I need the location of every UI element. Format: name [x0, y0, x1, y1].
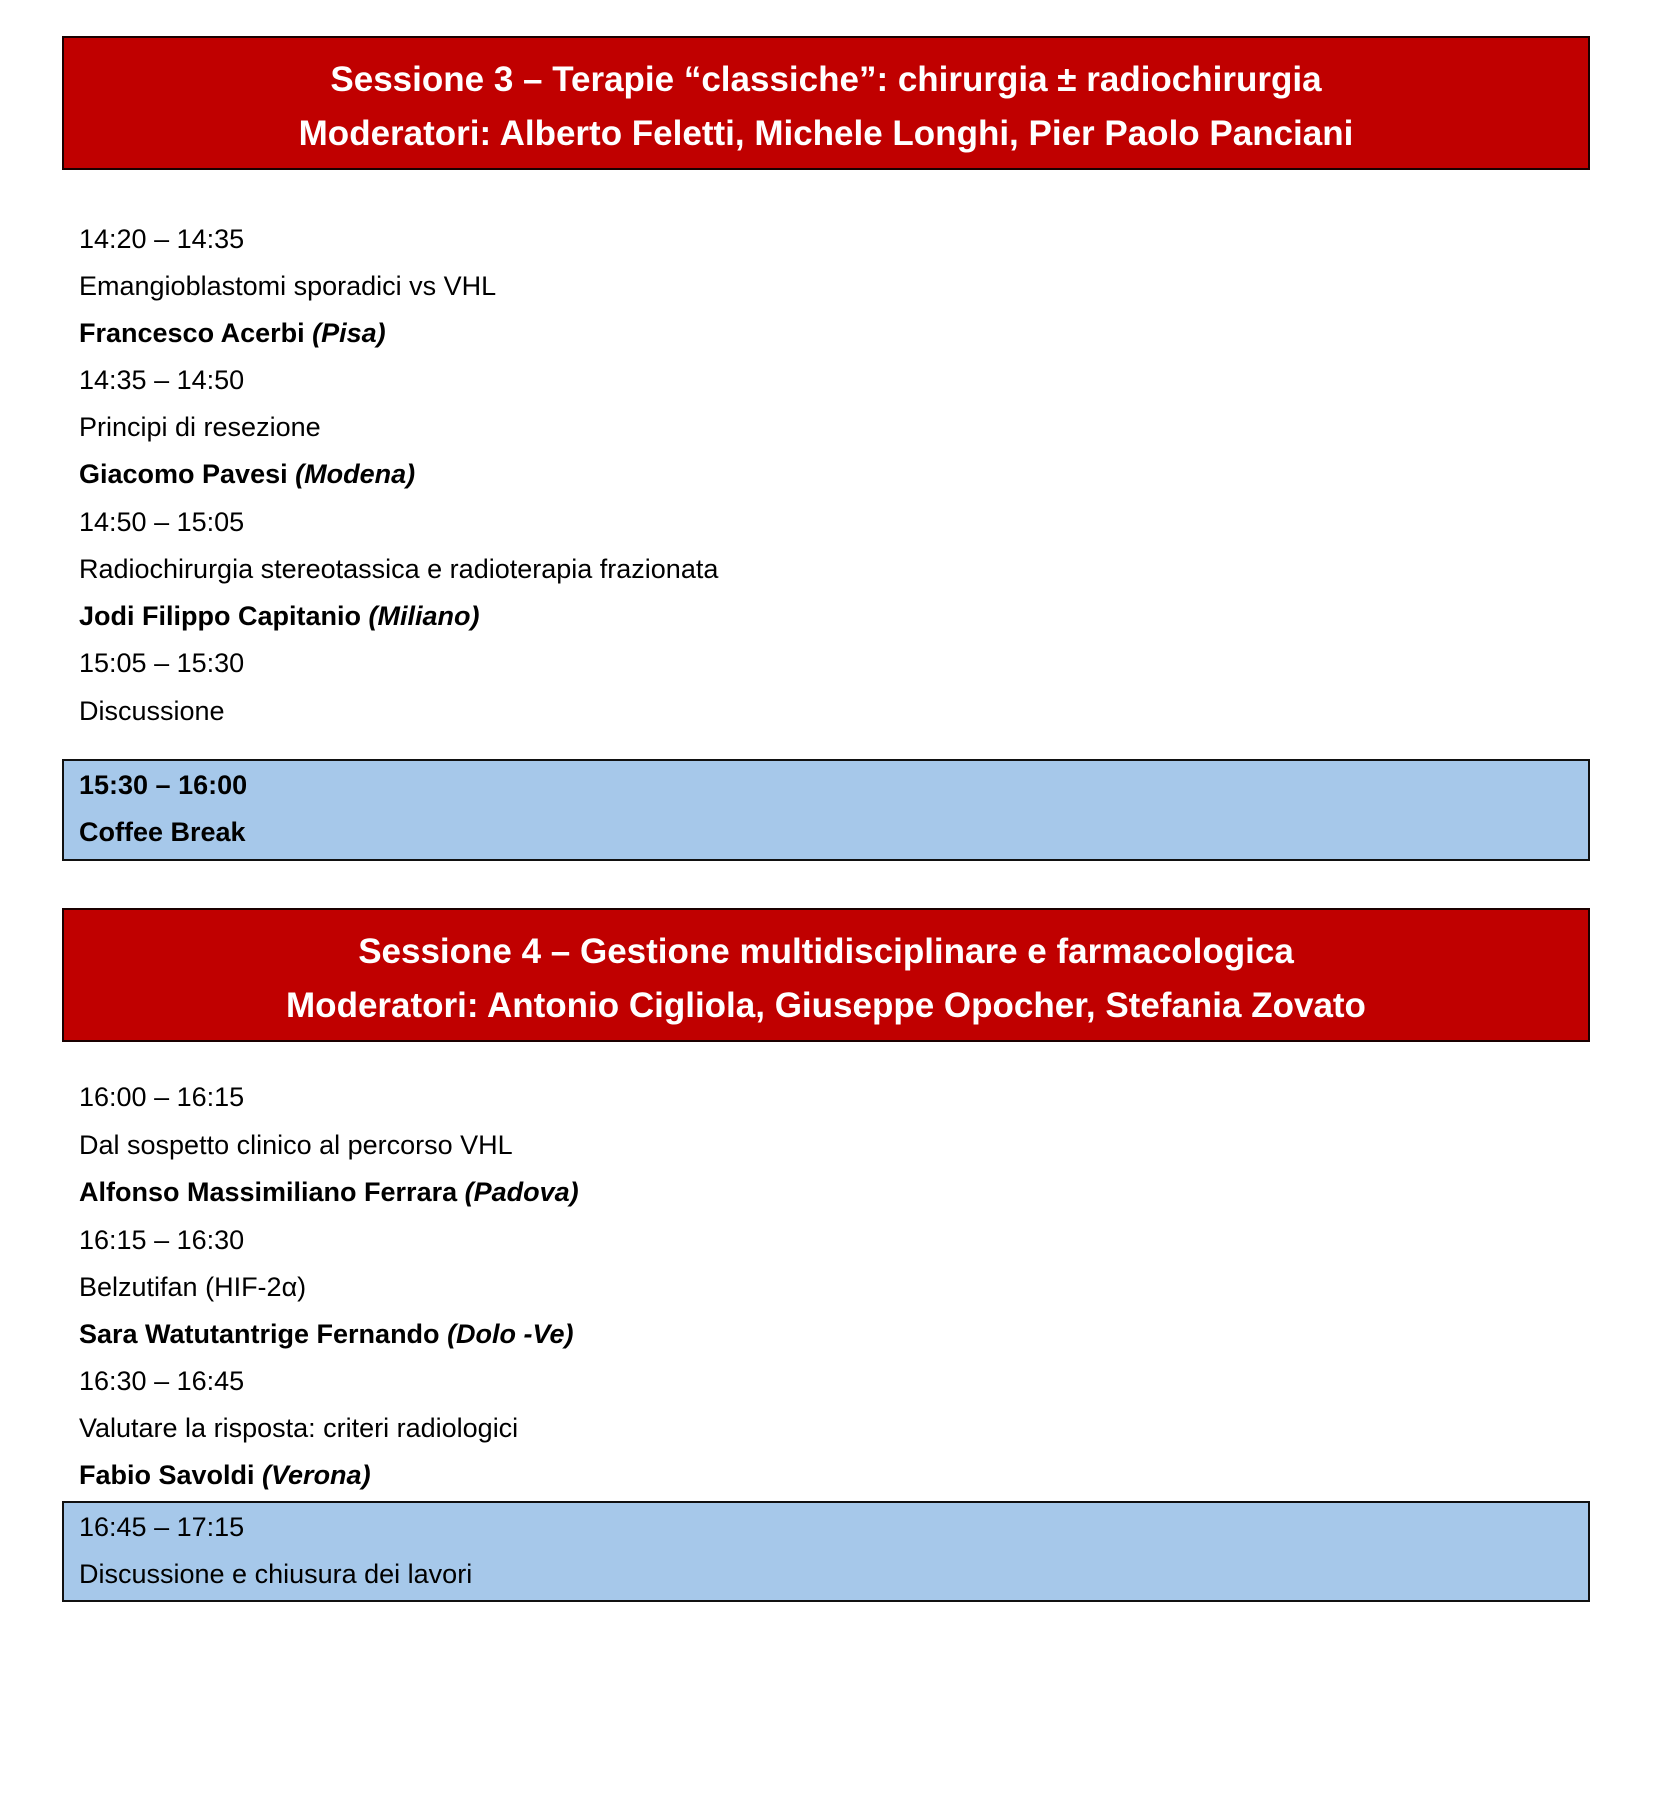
- talk-speaker-line: [79, 1318, 574, 1350]
- speaker-name: Francesco Acerbi: [79, 318, 305, 348]
- closing-label: Discussione e chiusura dei lavori: [79, 1559, 473, 1589]
- speaker-city: (Dolo -Ve): [447, 1319, 574, 1349]
- talk-speaker-line: [79, 458, 415, 490]
- closing-box: [62, 1501, 1590, 1602]
- session-3-title: Sessione 3 – Terapie “classiche”: chirurgia ± radiochirurgia: [330, 60, 1322, 99]
- talk-title: Principi di resezione: [79, 412, 321, 442]
- talk-title: Dal sospetto clinico al percorso VHL: [79, 1130, 513, 1160]
- talk-time: 16:00 – 16:15: [79, 1082, 245, 1112]
- speaker-name: Giacomo Pavesi: [79, 459, 288, 489]
- talk-title: Valutare la risposta: criteri radiologici: [79, 1413, 519, 1443]
- talk-title: Emangioblastomi sporadici vs VHL: [79, 271, 497, 301]
- speaker-name: Fabio Savoldi: [79, 1460, 255, 1490]
- speaker-city: (Miliano): [368, 601, 480, 631]
- speaker-city: (Verona): [262, 1460, 371, 1490]
- session-4-header: [62, 908, 1590, 1042]
- talk-title: Discussione: [79, 696, 225, 726]
- speaker-name: Jodi Filippo Capitanio: [79, 601, 361, 631]
- talk-time: 15:05 – 15:30: [79, 648, 245, 678]
- coffee-break-time: 15:30 – 16:00: [79, 770, 248, 800]
- coffee-break-label: Coffee Break: [79, 817, 246, 847]
- talk-time: 14:20 – 14:35: [79, 224, 245, 254]
- session-4-title: Sessione 4 – Gestione multidisciplinare e farmacologica: [358, 932, 1294, 971]
- speaker-city: (Modena): [295, 459, 416, 489]
- speaker-name: Sara Watutantrige Fernando: [79, 1319, 440, 1349]
- closing-time: 16:45 – 17:15: [79, 1512, 245, 1542]
- talk-time: 14:50 – 15:05: [79, 507, 245, 537]
- talk-title: Belzutifan (HIF-2α): [79, 1272, 307, 1302]
- coffee-break-box: [62, 759, 1590, 861]
- speaker-city: (Padova): [464, 1177, 579, 1207]
- speaker-city: (Pisa): [312, 318, 386, 348]
- session-3-header: [62, 36, 1590, 170]
- talk-title: Radiochirurgia stereotassica e radioterapia frazionata: [79, 554, 719, 584]
- speaker-name: Alfonso Massimiliano Ferrara: [79, 1177, 458, 1207]
- talk-speaker-line: [79, 600, 479, 632]
- talk-speaker-line: [79, 317, 386, 349]
- talk-time: 16:30 – 16:45: [79, 1366, 245, 1396]
- talk-time: 16:15 – 16:30: [79, 1225, 245, 1255]
- talk-speaker-line: [79, 1459, 371, 1491]
- session-4-moderators: Moderatori: Antonio Cigliola, Giuseppe Opocher, Stefania Zovato: [286, 986, 1366, 1025]
- session-3-moderators: Moderatori: Alberto Feletti, Michele Longhi, Pier Paolo Panciani: [298, 114, 1354, 153]
- talk-speaker-line: [79, 1176, 579, 1208]
- talk-time: 14:35 – 14:50: [79, 365, 245, 395]
